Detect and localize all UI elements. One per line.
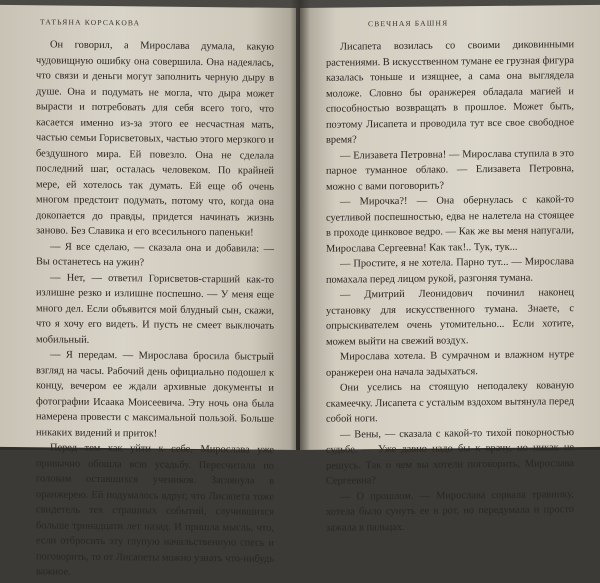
left-page-text	[36, 37, 274, 582]
left-paragraph: Он говорил, а Мирослава думала, какую чудовищную ошибку она совершила. Она надеялась, что связи и деньги могут заполнить черную дыру в душе. Она и подумать не могла, что дыра может вырасти и потребовать для себя всего того, что касается именно из-за этого ее несчастная мать, частью семьи Горисветовых, частью этого мерзкого и бездушного мира. Ей повезло. Она не сделала последний шаг, осталась человеком. По крайней мере, ей хотелось так думать. Ей еще об очень многом предстоит подумать, потому что, когда она докопается до правды, придется начинать жизнь заново. Без Славика и его всесильного папеньки!	[36, 39, 274, 239]
right-paragraph: Они уселись на стоящую неподалеку кованую скамеечку. Лисапета с усталым вздохом вытянула перед собой ноги.	[326, 380, 574, 425]
right-paragraph: — Мирочка?! — Она обернулась с какой-то суетливой поспешностью, едва не налетела на стоящее в проходе цинковое ведро. — Как же вы меня напугали, Мирослава Сергеевна! Как так!.. Тук, тук...	[326, 194, 574, 255]
right-paragraph: Лисапета возилась со своими диковинными растениями. В искусственном тумане ее грузная фигура казалась тоньше и изящнее, а сама она выглядела моложе. Словно бы оранжерея обладала магией и способностью возвращать в прошлое. Может быть, поэтому Лисапета и проводила тут все свое свободное время?	[326, 39, 575, 146]
left-paragraph: — Я все сделаю, — сказала она и добавила: — Вы останетесь на ужин?	[36, 240, 274, 269]
right-page-text	[326, 37, 574, 536]
right-paragraph: — Простите, я не хотела. Парно тут... — Мирослава помахала перед лицом рукой, разгоняя тумана.	[326, 256, 574, 286]
right-paragraph: — О прошлом. — Мирослава сорвала травинку, хотела было сунуть ее в рот, но передумала и просто зажала в пальцах.	[326, 488, 574, 534]
left-page	[0, 5, 296, 578]
left-paragraph: — Нет, — ответил Горисветов-старший как-то излишне резко и излишне поспешно. — У меня еще много дел. Если объявится мой блудный сын, скажи, что я хочу его видеть. И пусть не смеет выключать мобильный.	[36, 271, 274, 346]
left-paragraph: — Я передам. — Мирослава бросила быстрый взгляд на часы. Рабочий день официально подошел к концу, вечером ее ждали архивные документы и фотографии Исаака Моисеевича. Эту ночь она была намерена провести с максимальной пользой. Больше никаких видений и приток!	[36, 349, 274, 440]
right-page-header: СВЕЧНАЯ БАШНЯ	[368, 18, 449, 29]
right-paragraph: — Дмитрий Леонидович починил наконец установку для искусственного тумана. Знаете, с опрыскивателем очень утомительно... Если хотите, можем выйти на свежий воздух.	[326, 287, 574, 348]
right-page	[300, 5, 600, 534]
left-paragraph: Перед тем как уйти к себе, Мирослава уже привычно обошла всю усадьбу. Пересчитала по головам оставшихся учеников. Заглянула в оранжерею. Ей подумалось вдруг, что Лисапета тоже свидетель тех страшных событий, случившихся больше тринадцати лет назад. И пришла мысль, что, если отбросить эту глупую начальственную спесь и поговорить, то от Лисапеты можно узнать что-нибудь важное.	[36, 442, 274, 578]
right-paragraph: Мирослава хотела. В сумрачном и влажном нутре оранжереи она начала задыхаться.	[326, 349, 574, 379]
book-gutter-shadow	[290, 0, 310, 450]
left-page-header: ТАТЬЯНА КОРСАКОВА	[40, 17, 141, 28]
right-paragraph: — Вены, — сказала с какой-то тихой покорностью судьбе. — Уже давно надо бы к врачу, но никак не решусь. Так о чем вы хотели поговорить, Мирослава Сергеевна?	[326, 426, 574, 487]
right-paragraph: — Елизавета Петровна! — Мирослава ступила в это парное туманное облако. — Елизавета Петровна, можно с вами поговорить?	[326, 147, 574, 193]
